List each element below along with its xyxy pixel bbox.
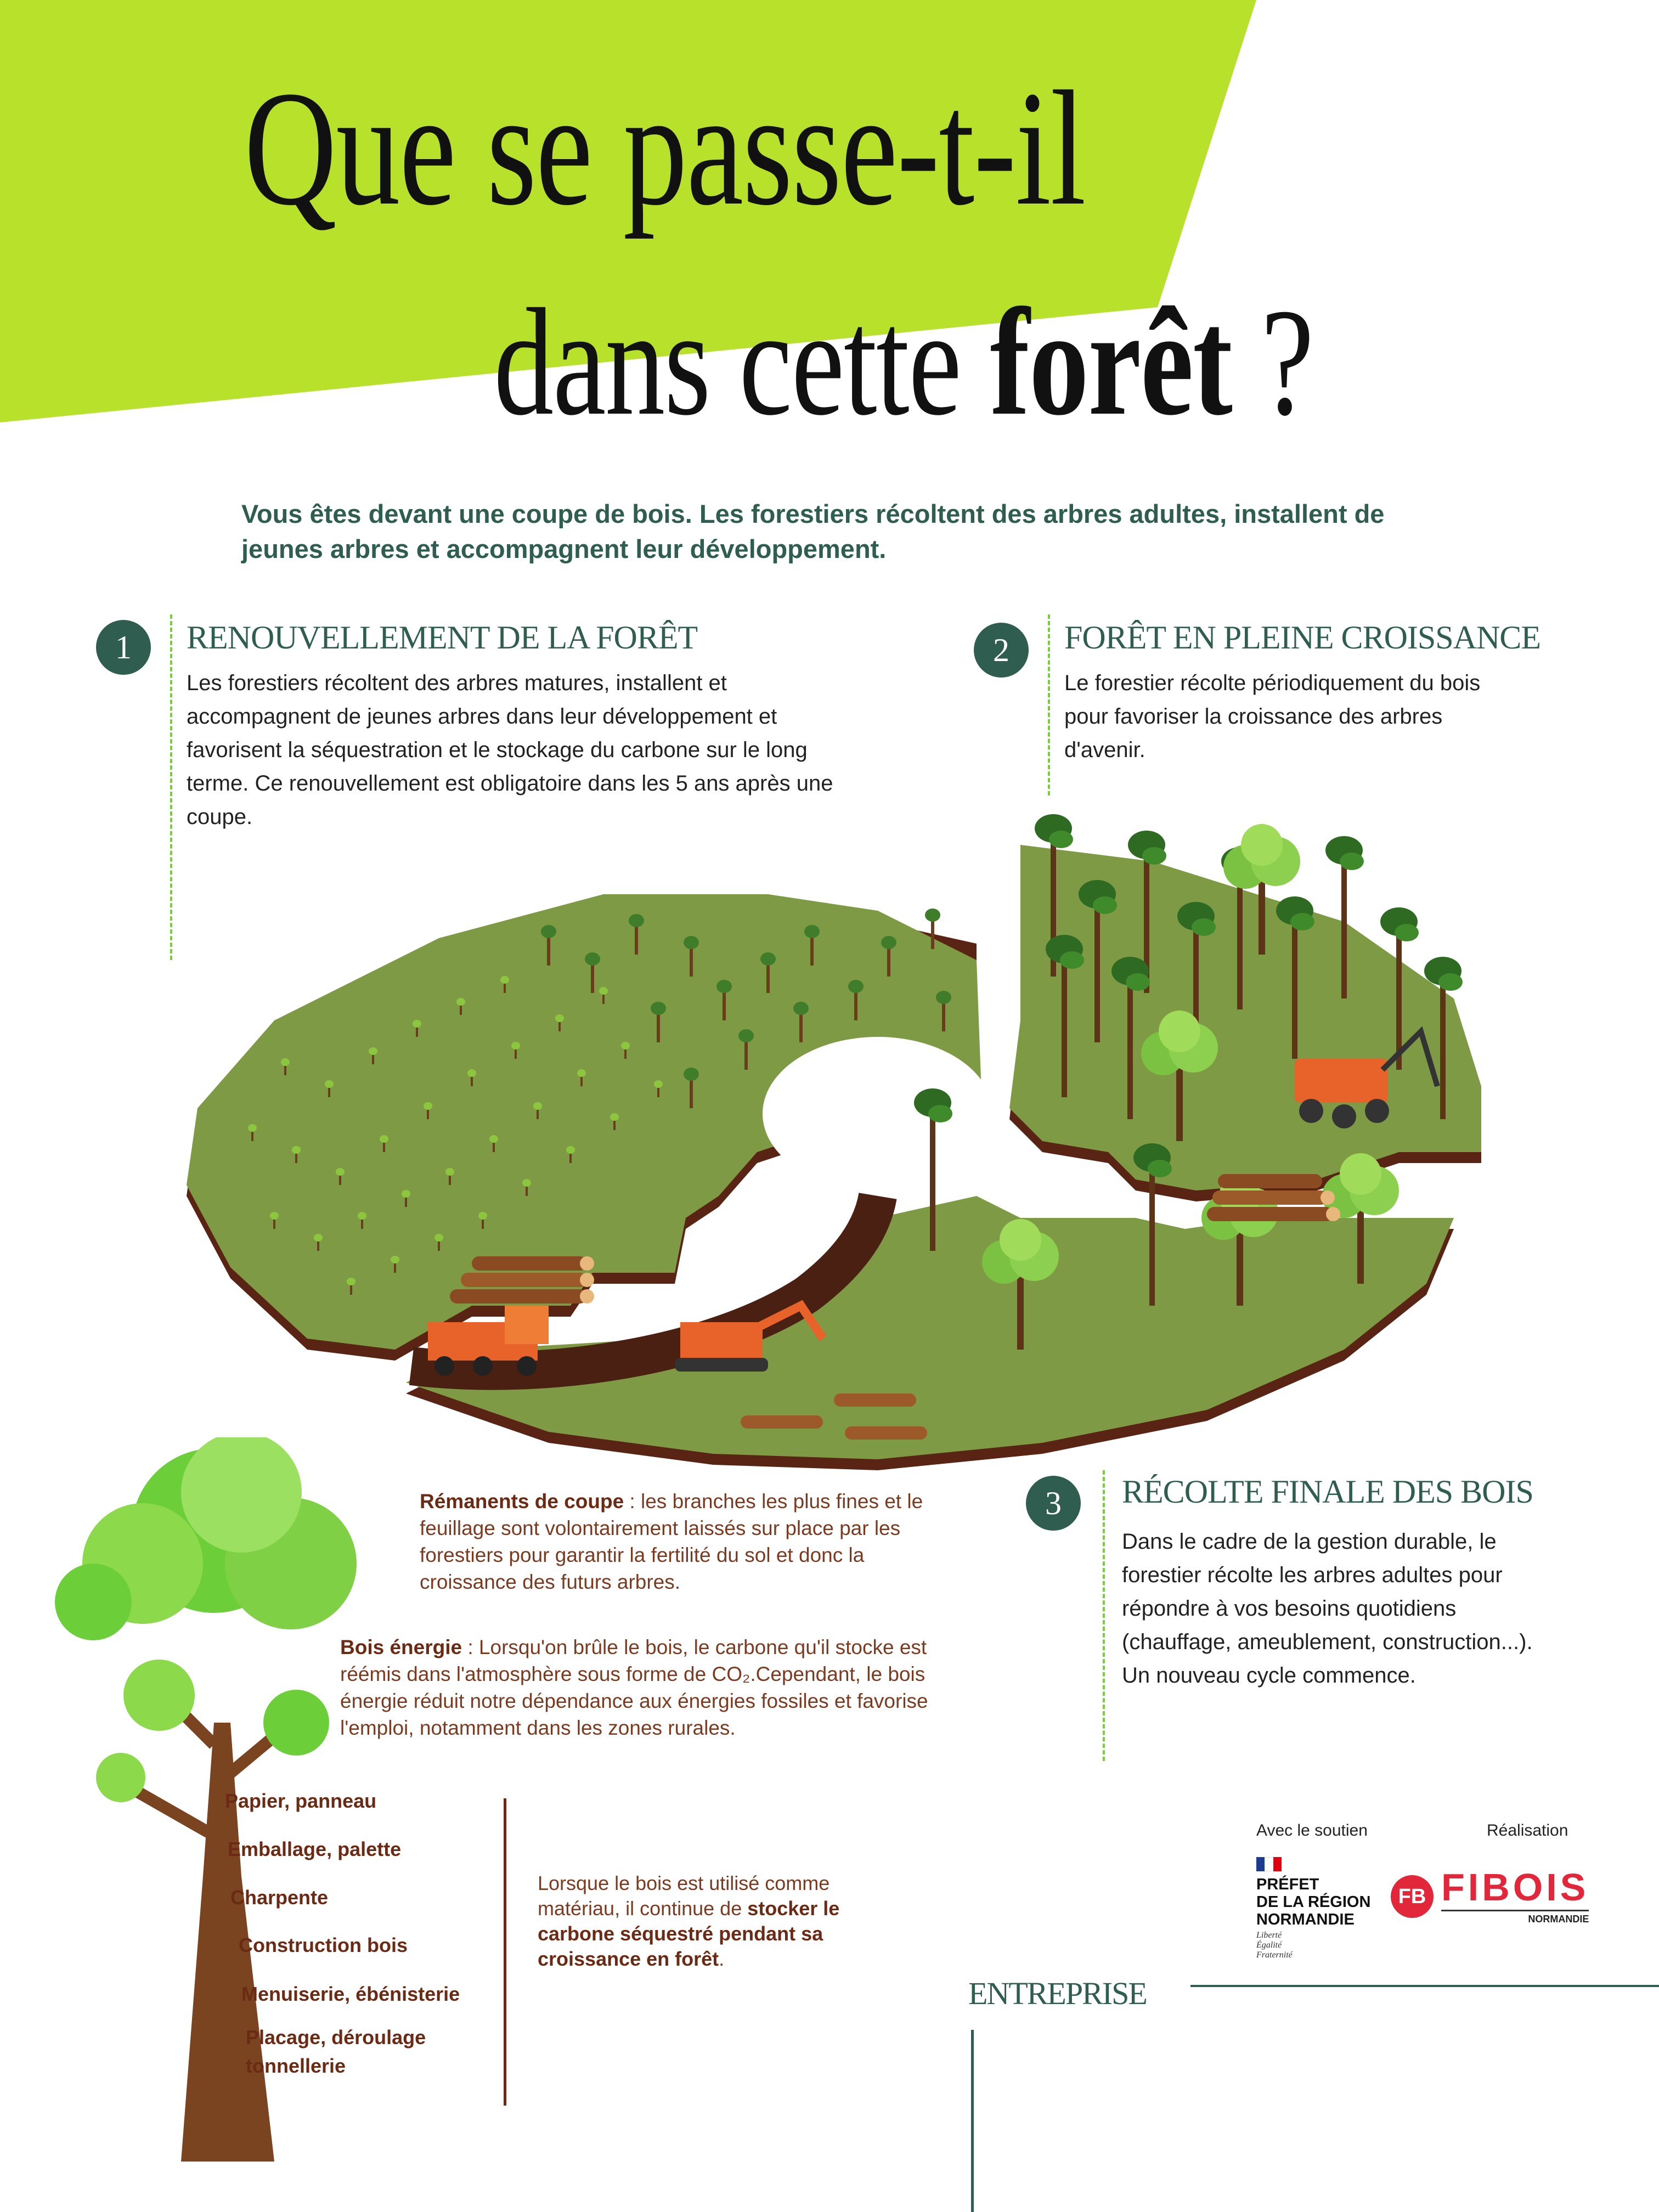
section-1-text: Les forestiers récoltent des arbres matures, installent et accompagnent de jeunes arbres dans leur développement et favorisent la séquestration et le stockage du carbone sur le long terme. Ce renouvellement est obligatoire dans les 5 ans après une coupe.: [187, 671, 833, 829]
material-text-c: .: [719, 1948, 725, 1970]
section-3-number: 3: [1026, 1476, 1081, 1531]
prefet-line-1: PRÉFET: [1256, 1876, 1319, 1893]
motto-3: Fraternité: [1256, 1950, 1293, 1960]
section-2-divider: [1048, 614, 1050, 795]
title-line-2-start: dans cette: [494, 276, 990, 447]
use-item-joinery: Menuiserie, ébénisterie: [241, 1983, 460, 2005]
use-item-veneer: Placage, déroulage: [246, 2026, 426, 2049]
prefet-line-2: DE LA RÉGION: [1256, 1893, 1371, 1911]
remanents-title: Rémanents de coupe: [420, 1490, 624, 1513]
bois-energie-text: : Lorsqu'on brûle le bois, le carbone qu'il stocke est réémis dans l'atmosphère sous forme de CO₂.Cependant, le bois énergie réduit notre dépendance aux énergies fossiles et favorise l'emploi, notamment dans les zones rurales.: [340, 1636, 928, 1739]
entreprise-horizontal-line: [1190, 1985, 1659, 1987]
log-pile-2: [1207, 1174, 1340, 1221]
page-title-line-2: [494, 276, 1544, 447]
section-1-number: 1: [96, 620, 151, 675]
use-item-paper: Papier, panneau: [225, 1790, 377, 1812]
title-line-2-end: ?: [1232, 276, 1313, 447]
bois-energie-note: [340, 1634, 971, 1741]
uses-divider: [504, 1798, 506, 2106]
title-line-1: Que se passe-t-il: [244, 57, 1085, 239]
material-text-bold: stocker le carbone séquestré pendant sa croissance en forêt: [538, 1897, 840, 1970]
use-item-construction: Construction bois: [239, 1934, 408, 1956]
fibois-logo: [1391, 1868, 1589, 1925]
use-item-packaging: Emballage, palette: [228, 1838, 402, 1860]
prefet-line-3: NORMANDIE: [1256, 1911, 1355, 1928]
forest-cycle-illustration: [165, 812, 1492, 1487]
section-2-title: FORÊT EN PLEINE CROISSANCE: [1064, 619, 1541, 656]
support-label: Avec le soutien: [1256, 1821, 1368, 1839]
material-text-a: Lorsque le bois est utilisé comme matériau, il continue de: [538, 1872, 830, 1920]
page-title: [244, 57, 1322, 239]
entreprise-vertical-line: [971, 2030, 974, 2212]
remanents-note: [420, 1488, 963, 1595]
section-3-divider: [1103, 1470, 1105, 1761]
french-flag-icon: [1256, 1857, 1282, 1871]
fibois-mark-icon: FB: [1391, 1875, 1434, 1918]
bois-energie-title: Bois énergie: [340, 1636, 462, 1658]
material-text: [538, 1871, 845, 1972]
prefet-logo: [1256, 1857, 1370, 1960]
entreprise-label: ENTREPRISE: [968, 1976, 1147, 2011]
section-3-text: Dans le cadre de la gestion durable, le forestier récolte les arbres adultes pour répondre à vos besoins quotidiens (chauffage, ameublement, construction...). Un nouveau cycle commence.: [1122, 1530, 1533, 1688]
intro-text: Vous êtes devant une coupe de bois. Les forestiers récoltent des arbres adultes, installent de jeunes arbres et accompagnent leur développement.: [241, 499, 1385, 563]
use-item-cooperage: tonnellerie: [246, 2055, 346, 2077]
realisation-label: Réalisation: [1487, 1821, 1568, 1839]
motto-1: Liberté: [1256, 1931, 1282, 1940]
motto-2: Égalité: [1256, 1940, 1282, 1950]
remanents-text: : les branches les plus fines et le feuillage sont volontairement laissés sur place par les forestiers pour garantir la fertilité du sol et donc la croissance des futurs arbres.: [420, 1490, 923, 1593]
use-item-framing: Charpente: [230, 1886, 329, 1909]
section-1-title: RENOUVELLEMENT DE LA FORÊT: [187, 619, 698, 656]
section-2-text: Le forestier récolte périodiquement du bois pour favoriser la croissance des arbres d'avenir.: [1064, 671, 1481, 762]
title-line-2-bold: forêt: [990, 276, 1232, 447]
section-2-number: 2: [974, 623, 1029, 678]
fibois-region: NORMANDIE: [1528, 1914, 1589, 1925]
fibois-wordmark: FIBOIS: [1441, 1866, 1589, 1909]
section-3-title: RÉCOLTE FINALE DES BOIS: [1122, 1474, 1533, 1510]
